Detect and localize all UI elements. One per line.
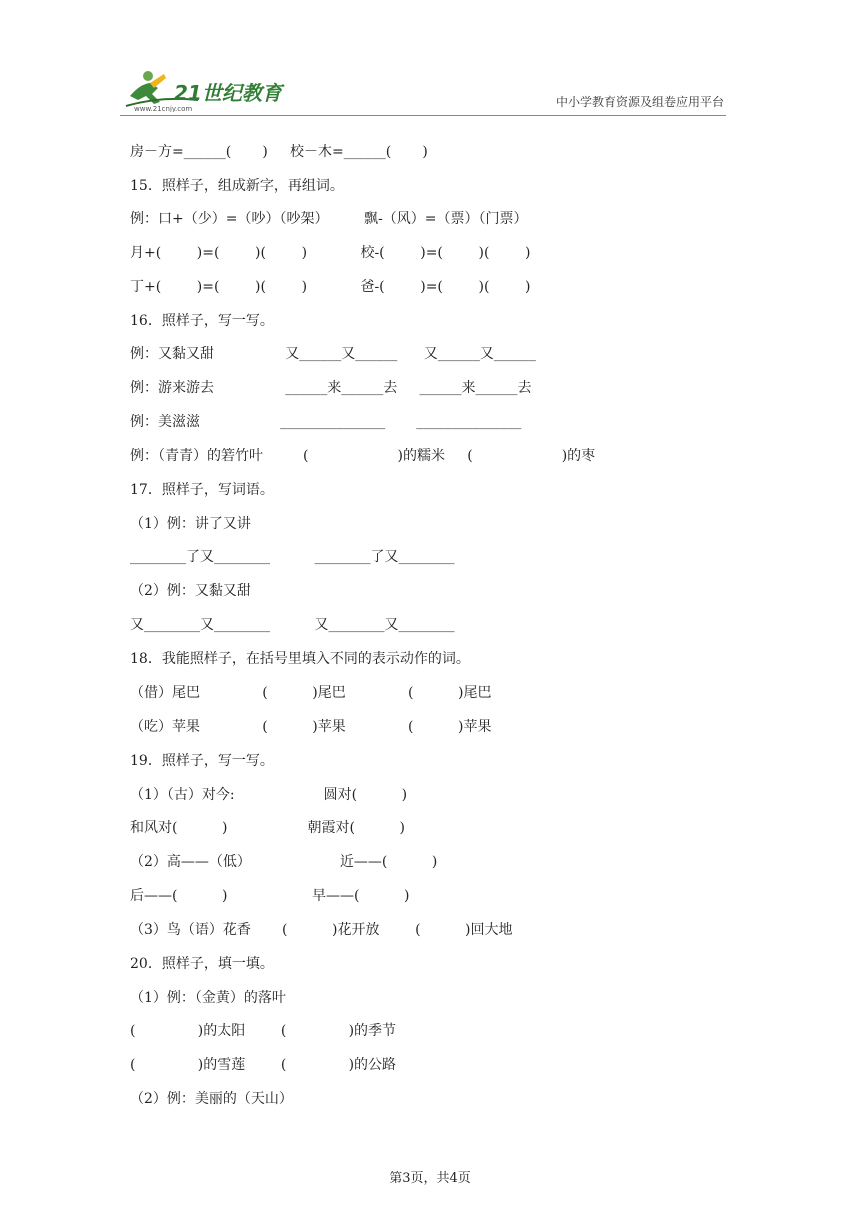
text-line: （2）例：美丽的（天山）: [130, 1091, 293, 1107]
text-line: 例：口+（少）=（吵）（吵架） 飘-（风）=（票）（门票）: [130, 211, 528, 227]
header-divider: [120, 115, 726, 116]
text-line: 例：又黏又甜 又______又______ 又______又______: [130, 346, 536, 362]
question-18: 18．我能照样子，在括号里填入不同的表示动作的词。: [130, 651, 470, 667]
text-line: （1）（古）对今: 圆对( ): [130, 787, 408, 803]
logo: [120, 66, 320, 112]
text-line: 例：游来游去 ______来______去 ______来______去: [130, 380, 532, 396]
text-line: ( )的雪莲 ( )的公路: [130, 1057, 397, 1073]
text-line: 又________又________ 又________又________: [130, 617, 455, 633]
text-line: 例：美滋滋 _______________ _______________: [130, 414, 522, 430]
text-line: 例：（青青）的箬竹叶 ( )的糯米 ( )的枣: [130, 448, 596, 464]
question-20: 20．照样子，填一填。: [130, 956, 274, 972]
text-line: （借）尾巴 ( )尾巴 ( )尾巴: [130, 685, 492, 701]
text-line: （1）例：（金黄）的落叶: [130, 990, 286, 1006]
text-line: （1）例：讲了又讲: [130, 516, 251, 532]
text-line: 房－方=______( ) 校－木=______( ): [130, 144, 428, 160]
text-line: 丁+( )=( )( ) 爸-( )=( )( ): [130, 279, 531, 295]
question-15: 15．照样子，组成新字，再组词。: [130, 178, 344, 194]
page-number: 第3页，共4页: [389, 1171, 471, 1186]
text-line: （3）鸟（语）花香 ( )花开放 ( )回大地: [130, 922, 513, 938]
text-line: ( )的太阳 ( )的季节: [130, 1023, 397, 1039]
text-line: 后——( ) 早——( ): [130, 888, 410, 904]
question-19: 19．照样子，写一写。: [130, 753, 274, 769]
logo-text: 21世纪教育: [174, 81, 282, 105]
text-line: 和风对( ) 朝霞对( ): [130, 820, 405, 836]
logo-url: www.21cnjy.com: [134, 105, 193, 112]
question-16: 16．照样子，写一写。: [130, 313, 274, 329]
text-line: ________了又________ ________了又________: [130, 549, 455, 565]
question-17: 17．照样子，写词语。: [130, 482, 274, 498]
page-header: [120, 66, 726, 116]
text-line: 月+( )=( )( ) 校-( )=( )( ): [130, 245, 531, 261]
platform-name: 中小学教育资源及组卷应用平台: [555, 95, 724, 109]
text-line: （2）高——（低） 近——( ): [130, 854, 438, 870]
text-line: （2）例：又黏又甜: [130, 583, 251, 599]
text-line: （吃）苹果 ( )苹果 ( )苹果: [130, 719, 492, 735]
